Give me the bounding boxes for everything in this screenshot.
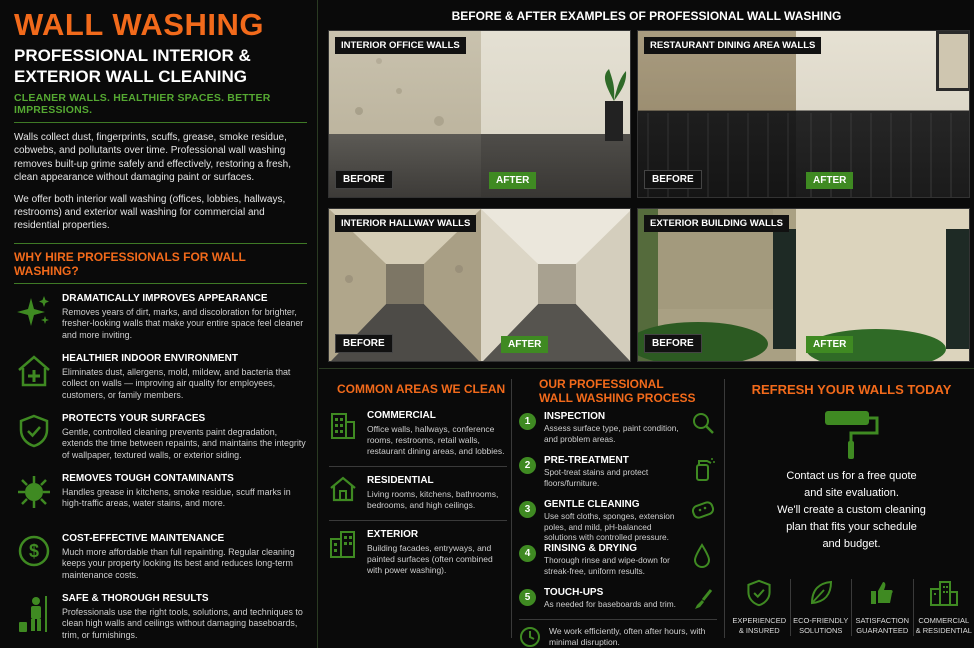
step-title: INSPECTION [544,411,606,422]
before-after-photo-restaurant [637,30,970,198]
worker-icon [14,592,54,648]
process-step [519,543,717,587]
step-title: GENTLE CLEANING [544,499,640,510]
water-drop-icon [691,543,717,574]
step-desc: Use soft cloths, sponges, extension poles, and mild, pH-balanced solutions with controlled pressure. [544,511,675,542]
benefit-title: REMOVES TOUGH CONTAMINANTS [62,472,234,484]
page-subtitle-line2: EXTERIOR WALL CLEANING [14,67,247,86]
gallery-title: BEFORE & AFTER EXAMPLES OF PROFESSIONAL WALL WASHING [451,9,842,23]
step-number: 4 [519,545,536,562]
step-desc: As needed for baseboards and trim. [544,599,676,609]
benefit-desc: Professionals use the right tools, solutions, and techniques to clean high walls and ceilings without damaging baseboards, trim, or furnishings. [62,606,303,641]
before-tag: BEFORE [335,334,393,353]
area-title: RESIDENTIAL [367,475,434,486]
step-title: PRE-TREATMENT [544,455,629,466]
process-step [519,455,717,499]
cta-heading: REFRESH YOUR WALLS TODAY [751,382,952,397]
badge-item [729,579,791,636]
step-desc: Spot-treat stains and protect floors/furniture. [544,467,649,488]
magnifier-icon [691,411,717,440]
spray-bottle-icon [691,455,717,486]
after-tag: AFTER [489,172,536,189]
page-subtitle-line1: PROFESSIONAL INTERIOR & [14,46,251,65]
shield-check-icon [729,579,790,612]
process-column [519,369,717,648]
after-tag: AFTER [501,336,548,353]
process-heading-line1: OUR PROFESSIONAL [539,377,664,391]
panel-label: EXTERIOR BUILDING WALLS [644,215,789,232]
before-tag: BEFORE [644,170,702,189]
home-icon [329,475,359,511]
benefit-item [14,472,307,532]
before-after-photo-exterior [637,208,970,362]
process-step [519,499,717,543]
column-divider [511,379,512,638]
area-title: EXTERIOR [367,529,419,540]
area-desc: Office walls, hallways, conference rooms, restrooms, retail walls, restaurant dining areas, and lobbies. [367,424,505,456]
panel-label: INTERIOR HALLWAY WALLS [335,215,476,232]
shield-check-icon [14,412,54,472]
office-building-icon [329,410,359,457]
thumbs-up-icon [852,579,913,612]
right-column [319,0,974,648]
page-title: WALL WASHING [14,7,264,42]
badge-item [852,579,914,636]
area-item [329,402,507,467]
step-title: TOUCH-UPS [544,587,604,598]
cta-column [729,369,974,648]
step-desc: Thorough rinse and wipe-down for streak-free, uniform results. [544,555,670,576]
step-number: 2 [519,457,536,474]
benefit-title: HEALTHIER INDOOR ENVIRONMENT [62,352,238,364]
area-title: COMMERCIAL [367,410,436,421]
badge-item [914,579,974,636]
badge-label: EXPERIENCED & INSURED [732,616,787,635]
benefits-list [14,292,307,648]
step-number: 3 [519,501,536,518]
area-desc: Building facades, entryways, and painted surfaces (often combined with power washing). [367,543,493,575]
brush-icon [691,587,717,616]
benefit-item [14,532,307,592]
before-tag: BEFORE [335,170,393,189]
column-divider [724,379,725,638]
area-item [329,467,507,521]
left-column [0,0,318,648]
process-step [519,411,717,455]
step-title: RINSING & DRYING [544,543,637,554]
divider [14,243,307,244]
tagline: CLEANER WALLS. HEALTHIER SPACES. BETTER IMPRESSIONS. [14,92,271,116]
divider [14,283,307,284]
process-heading-line2: WALL WASHING PROCESS [539,391,696,405]
benefit-desc: Much more affordable than full repainting. Regular cleaning keeps your property looking its best and reduces long-term maintenance costs. [62,546,295,581]
clock-icon [519,626,541,648]
after-tag: AFTER [806,336,853,353]
before-after-photo-office [328,30,631,198]
buildings-icon [329,529,359,576]
benefit-title: PROTECTS YOUR SURFACES [62,412,206,424]
benefit-item [14,412,307,472]
house-plus-icon [14,352,54,412]
benefit-item [14,292,307,352]
cta-line: and budget. [822,538,881,550]
sparkle-icon [14,292,54,352]
badge-label: ECO-FRIENDLY SOLUTIONS [793,616,849,635]
svg-text:$: $ [28,540,40,561]
benefit-title: DRAMATICALLY IMPROVES APPEARANCE [62,292,268,304]
area-item [329,521,507,585]
benefit-desc: Removes years of dirt, marks, and discoloration for brighter, fresher-looking walls that make your entire space feel cleaner and more inviting. [62,306,304,341]
benefit-desc: Handles grease in kitchens, smoke residue, scuff marks in high-traffic areas, water stains, and more. [62,486,291,509]
before-after-photo-hallway [328,208,631,362]
panel-label: INTERIOR OFFICE WALLS [335,37,466,54]
benefit-desc: Gentle, controlled cleaning prevents paint degradation, extends the time between repaints, and maintains the integrity of wallpaper, textured walls, or exterior siding. [62,426,306,461]
city-icon [914,579,974,612]
benefit-title: COST-EFFECTIVE MAINTENANCE [62,532,225,544]
cta-line: and site evaluation. [804,487,899,499]
benefit-title: SAFE & THOROUGH RESULTS [62,592,209,604]
badge-label: COMMERCIAL & RESIDENTIAL [915,616,972,635]
intro-paragraph-2: We offer both interior wall washing (offices, lobbies, hallways, restrooms) and exterior wall washing for commercial and residential properties. [14,193,286,232]
cta-line: We'll create a custom cleaning [777,504,926,516]
step-number: 5 [519,589,536,606]
dollar-icon [14,532,54,592]
process-note-text: We work efficiently, often after hours, with minimal disruption. [549,626,706,647]
germ-icon [14,472,54,532]
cta-line: plan that fits your schedule [786,521,917,533]
paint-roller-icon [729,405,974,466]
process-step [519,587,717,617]
process-note [519,619,717,648]
divider [14,122,307,123]
why-heading: WHY HIRE PROFESSIONALS FOR WALL WASHING? [14,249,246,278]
common-areas-heading: COMMON AREAS WE CLEAN [337,382,506,396]
intro-paragraph-1: Walls collect dust, fingerprints, scuffs, grease, smoke residue, cobwebs, and pollutants over time. Professional wall washing removes built-up grime safely and effectively, restoring a fresh, clean appearance without damaging paint or surfaces. [14,132,291,184]
step-number: 1 [519,413,536,430]
before-tag: BEFORE [644,334,702,353]
badge-label: SATISFACTION GUARANTEED [855,616,910,635]
cta-line: Contact us for a free quote [786,470,917,482]
panel-label: RESTAURANT DINING AREA WALLS [644,37,821,54]
benefit-desc: Eliminates dust, allergens, mold, mildew, and bacteria that collect on walls — improving air quality for employees, customers, or family members. [62,366,291,401]
area-desc: Living rooms, kitchens, bathrooms, bedrooms, and high ceilings. [367,489,499,510]
badge-item [791,579,853,636]
benefit-item [14,592,307,648]
bottom-section [319,368,974,648]
after-tag: AFTER [806,172,853,189]
step-desc: Assess surface type, paint condition, and problem areas. [544,423,679,444]
sponge-icon [691,499,717,526]
badges-row [729,579,974,636]
common-areas-column [329,369,507,648]
leaf-icon [791,579,852,612]
benefit-item [14,352,307,412]
